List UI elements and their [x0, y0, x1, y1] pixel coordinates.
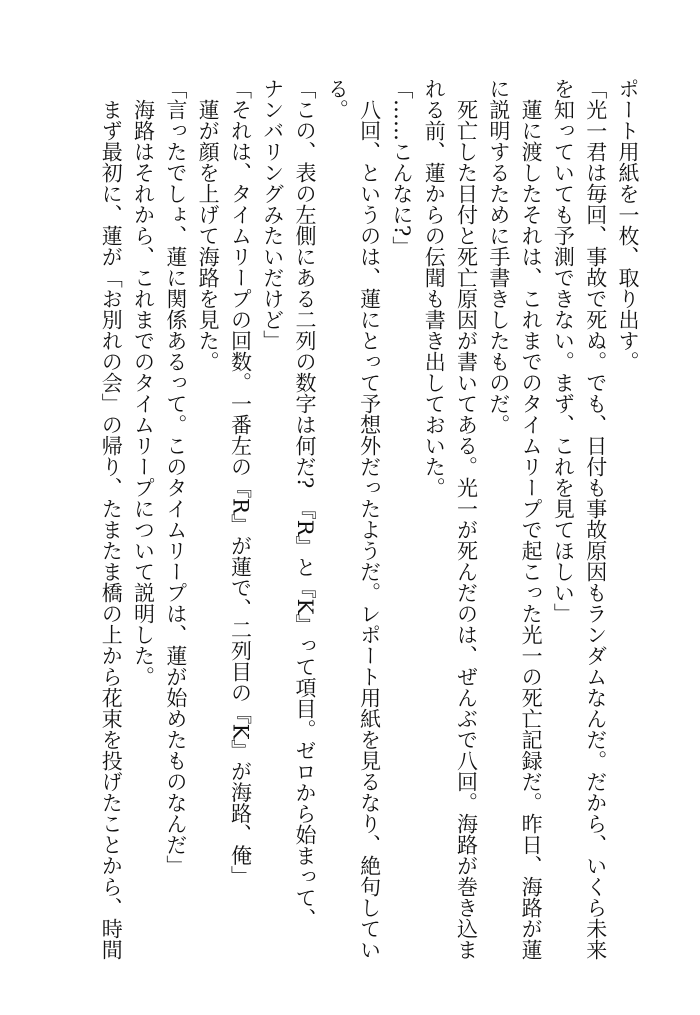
- text-line-8: 「……こんなに?」: [389, 78, 414, 258]
- text-line-6: 死亡した日付と死亡原因が書いてある。光一が死んだのは、ぜんぶで八回。海路が巻き込ま: [454, 78, 479, 960]
- text-line-2: 「光一君は毎回、事故で死ぬ。でも、日付も事故原因もランダムなんだ。だから、いくら未来: [583, 78, 608, 960]
- text-line-1: ポート用紙を一枚、取り出す。: [616, 78, 640, 372]
- text-line-5: に説明するために手書きしたものだ。: [486, 78, 511, 435]
- text-line-9: 八回、というのは、蓮にとって予想外だったようだ。レポート用紙を見るなり、絶句してい: [357, 78, 382, 960]
- text-line-14: 蓮が顔を上げて海路を見た。: [196, 78, 221, 372]
- novel-page-text: [44, 78, 644, 978]
- text-line-7: れる前、蓮からの伝聞も書き出しておいた。: [422, 78, 447, 498]
- text-line-10: る。: [325, 78, 350, 120]
- text-line-3: を知っていても予測できない。まず、これを見てほしい」: [551, 78, 576, 624]
- text-line-4: 蓮に渡したそれは、これまでのタイムリープで起こった光一の死亡記録だ。昨日、海路が蓮: [519, 78, 544, 960]
- text-line-11: 「この、表の左側にある二列の数字は何だ? 『R』と『K』って項目。ゼロから始まって、: [293, 78, 318, 930]
- text-line-17: まず最初に、蓮が「お別れの会」の帰り、たまたま橋の上から花束を投げたことから、時間: [99, 78, 124, 960]
- text-line-15: 「言ったでしょ、蓮に関係あるって。このタイムリープは、蓮が始めたものなんだ」: [163, 78, 188, 876]
- text-line-13: 「それは、タイムリープの回数。一番左の『R』が蓮で、二列目の『K』が海路、俺」: [228, 78, 253, 887]
- text-line-16: 海路はそれから、これまでのタイムリープについて説明した。: [131, 78, 156, 687]
- text-line-12: ナンバリングみたいだけど」: [260, 78, 285, 351]
